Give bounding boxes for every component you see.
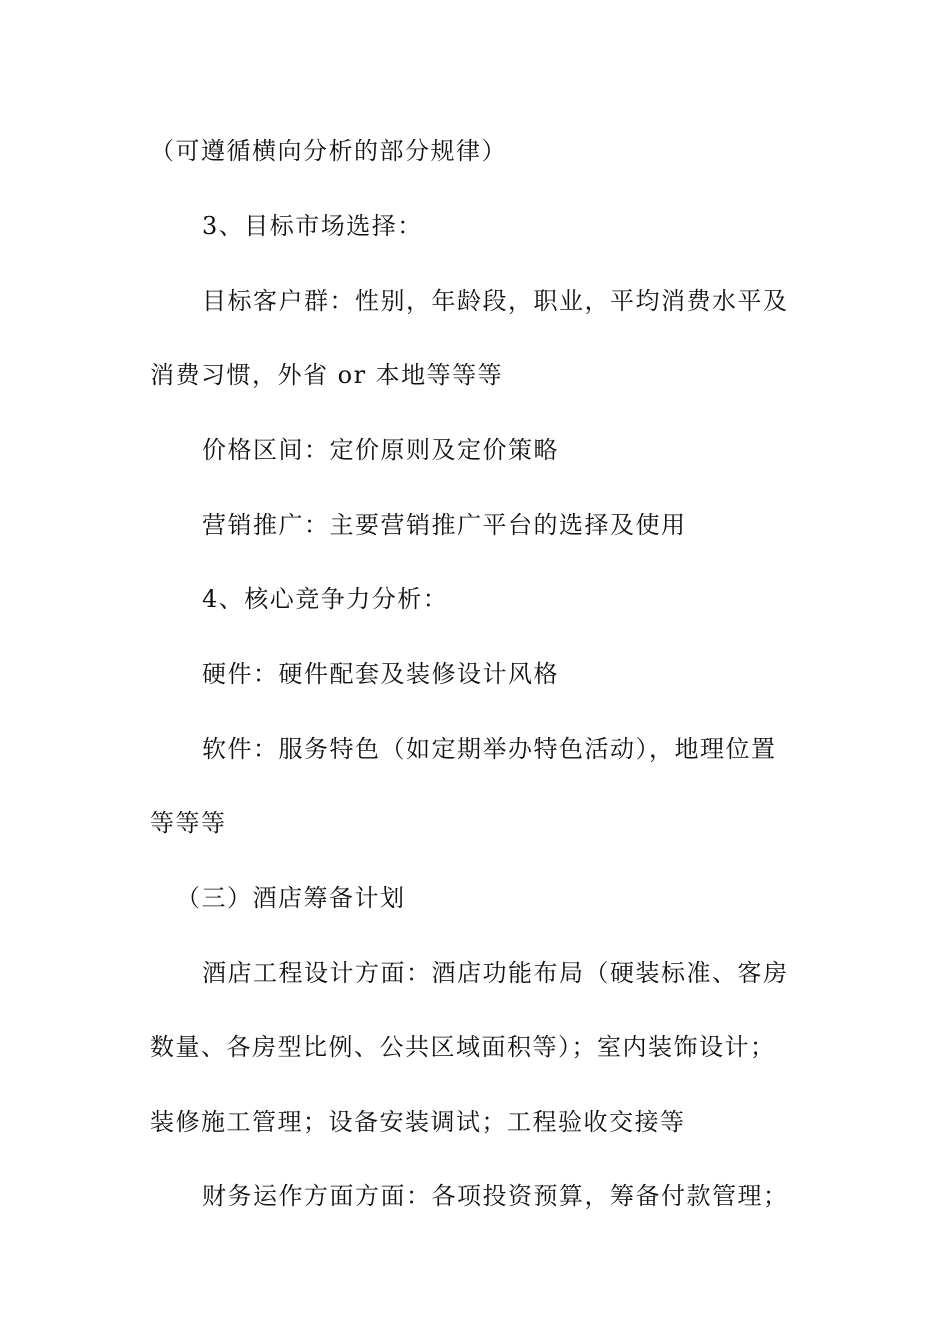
paragraph-line: 财务运作方面方面：各项投资预算，筹备付款管理； [202,1182,789,1210]
paragraph-line: （可遵循横向分析的部分规律） [150,137,507,165]
section-heading: 4、核心竞争力分析： [202,585,449,613]
paragraph-line: 等等等 [150,809,227,837]
section-heading: （三）酒店筹备计划 [176,884,406,912]
paragraph-line: 装修施工管理；设备安装调试；工程验收交接等 [150,1108,686,1136]
paragraph-line: 消费习惯，外省 or 本地等等等 [150,361,504,389]
paragraph-line: 营销推广：主要营销推广平台的选择及使用 [202,511,687,539]
paragraph-line: 硬件：硬件配套及装修设计风格 [202,660,559,688]
paragraph-line: 数量、各房型比例、公共区域面积等）；室内装饰设计； [150,1033,776,1061]
paragraph-line: 价格区间：定价原则及定价策略 [202,436,559,464]
paragraph-line: 软件：服务特色（如定期举办特色活动），地理位置 [202,735,777,763]
paragraph-line: 酒店工程设计方面：酒店功能布局（硬装标准、客房 [202,959,789,987]
section-heading: 3、目标市场选择： [202,212,423,240]
paragraph-line: 目标客户群：性别，年龄段，职业，平均消费水平及 [202,287,789,315]
